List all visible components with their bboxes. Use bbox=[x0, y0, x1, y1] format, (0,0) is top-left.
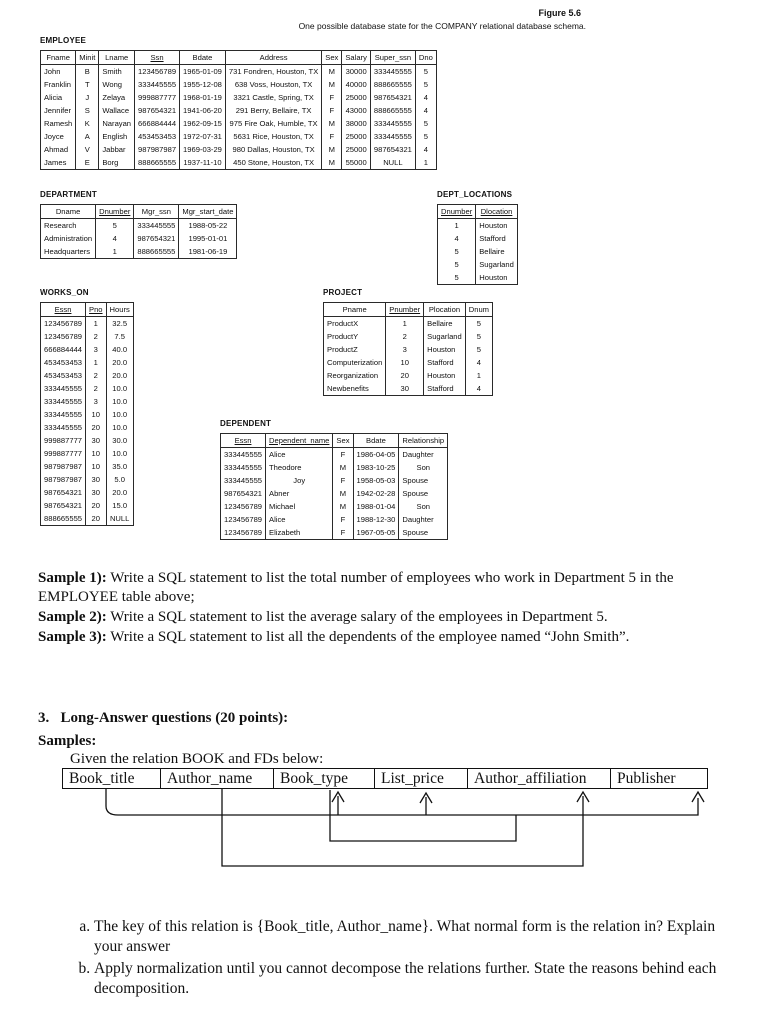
table-cell: Daughter bbox=[399, 513, 448, 526]
table-cell: M bbox=[333, 487, 353, 500]
book-col-book-title: Book_title bbox=[63, 769, 161, 789]
table-cell: 1995-01-01 bbox=[179, 232, 237, 245]
table-cell: 123456789 bbox=[221, 526, 266, 540]
table-cell: Franklin bbox=[41, 78, 76, 91]
table-cell: 1969-03-29 bbox=[180, 143, 226, 156]
table-cell: M bbox=[322, 65, 342, 79]
dependent-header: Bdate bbox=[353, 434, 399, 448]
sample-3-label: Sample 3): bbox=[38, 629, 107, 645]
table-cell: 1988-12-30 bbox=[353, 513, 399, 526]
table-cell: Administration bbox=[41, 232, 96, 245]
table-cell: 333445555 bbox=[370, 130, 415, 143]
employee-header: Minit bbox=[76, 51, 99, 65]
table-cell: 333445555 bbox=[221, 461, 266, 474]
table-cell: Joyce bbox=[41, 130, 76, 143]
table-cell: NULL bbox=[106, 512, 133, 526]
table-cell: Sugarland bbox=[476, 258, 518, 271]
table-cell: S bbox=[76, 104, 99, 117]
table-cell: 987654321 bbox=[370, 143, 415, 156]
employee-header: Fname bbox=[41, 51, 76, 65]
dept-locations-header: Dnumber bbox=[438, 205, 476, 219]
table-cell: 4 bbox=[465, 356, 492, 369]
table-cell: B bbox=[76, 65, 99, 79]
dependent-label: DEPENDENT bbox=[220, 419, 272, 428]
table-cell: 1 bbox=[386, 317, 424, 331]
table-cell: Jennifer bbox=[41, 104, 76, 117]
table-cell: 1 bbox=[465, 369, 492, 382]
sample-2-text: Write a SQL statement to list the average salary of the employees in Department 5. bbox=[106, 609, 608, 625]
table-cell: ProductX bbox=[324, 317, 386, 331]
table-cell: Abner bbox=[266, 487, 333, 500]
table-cell: Joy bbox=[266, 474, 333, 487]
table-cell: 10.0 bbox=[106, 421, 133, 434]
project-header: Pname bbox=[324, 303, 386, 317]
table-cell: 980 Dallas, Houston, TX bbox=[225, 143, 321, 156]
table-cell: Ramesh bbox=[41, 117, 76, 130]
table-cell: Bellaire bbox=[476, 245, 518, 258]
table-cell: 987987987 bbox=[135, 143, 180, 156]
figure-title: Figure 5.6 bbox=[538, 8, 581, 18]
table-cell: 30.0 bbox=[106, 434, 133, 447]
table-cell: 1962-09-15 bbox=[180, 117, 226, 130]
table-cell: 5 bbox=[415, 117, 436, 130]
dept-locations-header: Dlocation bbox=[476, 205, 518, 219]
table-cell: 20 bbox=[386, 369, 424, 382]
table-cell: 5631 Rice, Houston, TX bbox=[225, 130, 321, 143]
table-cell: V bbox=[76, 143, 99, 156]
table-cell: 25000 bbox=[342, 143, 371, 156]
table-cell: 2 bbox=[86, 382, 107, 395]
table-cell: English bbox=[99, 130, 135, 143]
table-cell: Alice bbox=[266, 513, 333, 526]
table-cell: 975 Fire Oak, Humble, TX bbox=[225, 117, 321, 130]
table-cell: 1 bbox=[438, 219, 476, 233]
table-cell: 999887777 bbox=[135, 91, 180, 104]
table-cell: 5 bbox=[415, 78, 436, 91]
table-cell: 25000 bbox=[342, 91, 371, 104]
book-intro: Given the relation BOOK and FDs below: bbox=[70, 751, 324, 767]
employee-header: Ssn bbox=[135, 51, 180, 65]
table-cell: 1968-01-19 bbox=[180, 91, 226, 104]
table-cell: Spouse bbox=[399, 474, 448, 487]
table-cell: 4 bbox=[96, 232, 134, 245]
table-cell: 10.0 bbox=[106, 395, 133, 408]
table-cell: 666884444 bbox=[41, 343, 86, 356]
table-cell: 1955-12-08 bbox=[180, 78, 226, 91]
table-cell: 987654321 bbox=[370, 91, 415, 104]
table-cell: 1942-02-28 bbox=[353, 487, 399, 500]
department-header: Dname bbox=[41, 205, 96, 219]
table-cell: 1983-10-25 bbox=[353, 461, 399, 474]
table-cell: Wong bbox=[99, 78, 135, 91]
table-cell: 333445555 bbox=[221, 474, 266, 487]
table-cell: 123456789 bbox=[41, 317, 86, 331]
table-cell: 20 bbox=[86, 421, 107, 434]
table-cell: 15.0 bbox=[106, 499, 133, 512]
table-cell: 4 bbox=[415, 143, 436, 156]
table-cell: F bbox=[333, 474, 353, 487]
table-cell: 731 Fondren, Houston, TX bbox=[225, 65, 321, 79]
table-cell: 32.5 bbox=[106, 317, 133, 331]
table-cell: Zelaya bbox=[99, 91, 135, 104]
table-cell: T bbox=[76, 78, 99, 91]
table-cell: Theodore bbox=[266, 461, 333, 474]
table-cell: K bbox=[76, 117, 99, 130]
table-cell: Bellaire bbox=[424, 317, 466, 331]
table-cell: Alicia bbox=[41, 91, 76, 104]
table-cell: 4 bbox=[415, 91, 436, 104]
table-cell: 1 bbox=[86, 356, 107, 369]
table-cell: F bbox=[322, 91, 342, 104]
table-cell: 30 bbox=[86, 434, 107, 447]
department-header: Mgr_start_date bbox=[179, 205, 237, 219]
project-header: Dnum bbox=[465, 303, 492, 317]
table-cell: 2 bbox=[386, 330, 424, 343]
long-answer-heading: 3. Long-Answer questions (20 points): bbox=[38, 710, 289, 726]
table-cell: 35.0 bbox=[106, 460, 133, 473]
table-cell: 888665555 bbox=[370, 104, 415, 117]
table-cell: 987987987 bbox=[41, 473, 86, 486]
table-cell: 30 bbox=[386, 382, 424, 396]
table-cell: 1986-04-05 bbox=[353, 448, 399, 462]
sample-1-label: Sample 1): bbox=[38, 570, 107, 586]
question-b: b. Apply normalization until you cannot decompose the relations further. State the reasons behind each decomposition. bbox=[94, 959, 734, 999]
sample-1-text: Write a SQL statement to list the total number of employees who work in Department 5 in the EMPLOYEE table above; bbox=[38, 570, 674, 605]
table-cell: 453453453 bbox=[41, 356, 86, 369]
table-cell: Houston bbox=[476, 219, 518, 233]
works-on-header: Pno bbox=[86, 303, 107, 317]
table-cell: 3 bbox=[86, 343, 107, 356]
book-col-author-affiliation: Author_affiliation bbox=[468, 769, 611, 789]
table-cell: Alice bbox=[266, 448, 333, 462]
works-on-label: WORKS_ON bbox=[40, 288, 89, 297]
department-label: DEPARTMENT bbox=[40, 190, 97, 199]
employee-header: Super_ssn bbox=[370, 51, 415, 65]
table-cell: Houston bbox=[424, 369, 466, 382]
table-cell: 20.0 bbox=[106, 369, 133, 382]
table-cell: M bbox=[322, 143, 342, 156]
employee-header: Dno bbox=[415, 51, 436, 65]
table-cell: ProductZ bbox=[324, 343, 386, 356]
book-col-author-name: Author_name bbox=[161, 769, 274, 789]
table-cell: M bbox=[333, 461, 353, 474]
table-cell: J bbox=[76, 91, 99, 104]
table-cell: 5 bbox=[415, 130, 436, 143]
table-cell: 987654321 bbox=[41, 486, 86, 499]
table-cell: 333445555 bbox=[134, 219, 179, 233]
table-cell: 333445555 bbox=[41, 408, 86, 421]
question-a: a. The key of this relation is {Book_title, Author_name}. What normal form is the relation in? Explain your answer bbox=[94, 917, 734, 957]
table-cell: 987987987 bbox=[41, 460, 86, 473]
table-cell: 333445555 bbox=[41, 382, 86, 395]
department-header: Mgr_ssn bbox=[134, 205, 179, 219]
sample-2-label: Sample 2): bbox=[38, 609, 107, 625]
table-cell: 40.0 bbox=[106, 343, 133, 356]
table-cell: Smith bbox=[99, 65, 135, 79]
project-header: Pnumber bbox=[386, 303, 424, 317]
table-cell: 10 bbox=[86, 408, 107, 421]
table-cell: F bbox=[322, 130, 342, 143]
table-cell: A bbox=[76, 130, 99, 143]
employee-header: Address bbox=[225, 51, 321, 65]
table-cell: 1981-06-19 bbox=[179, 245, 237, 259]
employee-header: Salary bbox=[342, 51, 371, 65]
employee-header: Sex bbox=[322, 51, 342, 65]
table-cell: 20 bbox=[86, 499, 107, 512]
table-cell: Elizabeth bbox=[266, 526, 333, 540]
table-cell: Research bbox=[41, 219, 96, 233]
table-cell: 4 bbox=[438, 232, 476, 245]
table-cell: Spouse bbox=[399, 487, 448, 500]
table-cell: Reorganization bbox=[324, 369, 386, 382]
table-cell: 3 bbox=[86, 395, 107, 408]
book-col-publisher: Publisher bbox=[611, 769, 708, 789]
works-on-header: Hours bbox=[106, 303, 133, 317]
table-cell: Wallace bbox=[99, 104, 135, 117]
table-cell: 55000 bbox=[342, 156, 371, 170]
table-cell: 10 bbox=[86, 447, 107, 460]
table-cell: 20.0 bbox=[106, 356, 133, 369]
sample-3-text: Write a SQL statement to list all the dependents of the employee named “John Smith”. bbox=[106, 629, 630, 645]
table-cell: 10 bbox=[386, 356, 424, 369]
table-cell: Newbenefits bbox=[324, 382, 386, 396]
table-cell: 30 bbox=[86, 473, 107, 486]
table-cell: 5 bbox=[438, 271, 476, 285]
table-cell: Sugarland bbox=[424, 330, 466, 343]
table-cell: Jabbar bbox=[99, 143, 135, 156]
table-cell: 888665555 bbox=[370, 78, 415, 91]
table-cell: James bbox=[41, 156, 76, 170]
table-cell: 987654321 bbox=[41, 499, 86, 512]
table-cell: 1 bbox=[96, 245, 134, 259]
table-cell: Stafford bbox=[424, 382, 466, 396]
table-cell: 1988-05-22 bbox=[179, 219, 237, 233]
table-cell: Headquarters bbox=[41, 245, 96, 259]
table-cell: M bbox=[322, 156, 342, 170]
table-cell: 5 bbox=[465, 317, 492, 331]
table-cell: 333445555 bbox=[41, 421, 86, 434]
table-cell: 10.0 bbox=[106, 408, 133, 421]
table-cell: 999887777 bbox=[41, 434, 86, 447]
table-cell: F bbox=[333, 526, 353, 540]
table-cell: 987654321 bbox=[221, 487, 266, 500]
fd-arrow-book-title bbox=[106, 789, 698, 815]
table-cell: 30000 bbox=[342, 65, 371, 79]
table-cell: 333445555 bbox=[135, 78, 180, 91]
table-cell: 638 Voss, Houston, TX bbox=[225, 78, 321, 91]
employee-label: EMPLOYEE bbox=[40, 36, 87, 45]
table-cell: 123456789 bbox=[221, 513, 266, 526]
table-cell: F bbox=[333, 513, 353, 526]
table-cell: 5.0 bbox=[106, 473, 133, 486]
table-cell: 10.0 bbox=[106, 447, 133, 460]
table-cell: 666884444 bbox=[135, 117, 180, 130]
table-cell: 1988-01-04 bbox=[353, 500, 399, 513]
table-cell: Son bbox=[399, 461, 448, 474]
dependent-header: Relationship bbox=[399, 434, 448, 448]
table-cell: 123456789 bbox=[135, 65, 180, 79]
table-cell: Computerization bbox=[324, 356, 386, 369]
table-cell: 987654321 bbox=[134, 232, 179, 245]
table-cell: 20.0 bbox=[106, 486, 133, 499]
table-cell: Stafford bbox=[424, 356, 466, 369]
table-cell: 333445555 bbox=[370, 117, 415, 130]
employee-header: Bdate bbox=[180, 51, 226, 65]
works-on-header: Essn bbox=[41, 303, 86, 317]
table-cell: 4 bbox=[465, 382, 492, 396]
table-cell: 38000 bbox=[342, 117, 371, 130]
table-cell: Michael bbox=[266, 500, 333, 513]
table-cell: 1965-01-09 bbox=[180, 65, 226, 79]
table-cell: Narayan bbox=[99, 117, 135, 130]
project-header: Plocation bbox=[424, 303, 466, 317]
table-cell: E bbox=[76, 156, 99, 170]
table-cell: 10.0 bbox=[106, 382, 133, 395]
table-cell: 43000 bbox=[342, 104, 371, 117]
table-cell: 4 bbox=[415, 104, 436, 117]
table-cell: 987654321 bbox=[135, 104, 180, 117]
table-cell: Daughter bbox=[399, 448, 448, 462]
table-cell: NULL bbox=[370, 156, 415, 170]
table-cell: 2 bbox=[86, 369, 107, 382]
table-cell: 1972-07-31 bbox=[180, 130, 226, 143]
table-cell: 450 Stone, Houston, TX bbox=[225, 156, 321, 170]
table-cell: 40000 bbox=[342, 78, 371, 91]
table-cell: 453453453 bbox=[135, 130, 180, 143]
table-cell: Houston bbox=[424, 343, 466, 356]
table-cell: 1937-11-10 bbox=[180, 156, 226, 170]
table-cell: 7.5 bbox=[106, 330, 133, 343]
project-label: PROJECT bbox=[323, 288, 363, 297]
book-col-list-price: List_price bbox=[375, 769, 468, 789]
figure-caption: One possible database state for the COMPANY relational database schema. bbox=[298, 21, 586, 31]
table-cell: 1941-06-20 bbox=[180, 104, 226, 117]
table-cell: 30 bbox=[86, 486, 107, 499]
table-cell: 25000 bbox=[342, 130, 371, 143]
table-cell: 999887777 bbox=[41, 447, 86, 460]
table-cell: 888665555 bbox=[134, 245, 179, 259]
table-cell: 2 bbox=[86, 330, 107, 343]
table-cell: M bbox=[322, 78, 342, 91]
table-cell: 1 bbox=[415, 156, 436, 170]
table-cell: 5 bbox=[465, 330, 492, 343]
table-cell: 123456789 bbox=[41, 330, 86, 343]
table-cell: 5 bbox=[438, 258, 476, 271]
table-cell: M bbox=[322, 117, 342, 130]
table-cell: 5 bbox=[438, 245, 476, 258]
samples-label: Samples: bbox=[38, 733, 97, 749]
dependent-header: Essn bbox=[221, 434, 266, 448]
book-col-book-type: Book_type bbox=[274, 769, 375, 789]
table-cell: 1967-05-05 bbox=[353, 526, 399, 540]
table-cell: 5 bbox=[415, 65, 436, 79]
table-cell: 333445555 bbox=[41, 395, 86, 408]
table-cell: 1958-05-03 bbox=[353, 474, 399, 487]
table-cell: Stafford bbox=[476, 232, 518, 245]
table-cell: F bbox=[322, 104, 342, 117]
table-cell: F bbox=[333, 448, 353, 462]
table-cell: ProductY bbox=[324, 330, 386, 343]
table-cell: 888665555 bbox=[41, 512, 86, 526]
department-header: Dnumber bbox=[96, 205, 134, 219]
employee-header: Lname bbox=[99, 51, 135, 65]
table-cell: Ahmad bbox=[41, 143, 76, 156]
table-cell: Son bbox=[399, 500, 448, 513]
table-cell: Spouse bbox=[399, 526, 448, 540]
dependent-header: Dependent_name bbox=[266, 434, 333, 448]
table-cell: 333445555 bbox=[221, 448, 266, 462]
table-cell: 333445555 bbox=[370, 65, 415, 79]
table-cell: 20 bbox=[86, 512, 107, 526]
table-cell: 10 bbox=[86, 460, 107, 473]
table-cell: Borg bbox=[99, 156, 135, 170]
table-cell: 5 bbox=[465, 343, 492, 356]
table-cell: 5 bbox=[96, 219, 134, 233]
table-cell: 1 bbox=[86, 317, 107, 331]
fd-arrow-author-name bbox=[222, 789, 583, 866]
table-cell: 123456789 bbox=[221, 500, 266, 513]
dependent-header: Sex bbox=[333, 434, 353, 448]
table-cell: 888665555 bbox=[135, 156, 180, 170]
table-cell: 291 Berry, Bellaire, TX bbox=[225, 104, 321, 117]
table-cell: John bbox=[41, 65, 76, 79]
table-cell: 453453453 bbox=[41, 369, 86, 382]
table-cell: M bbox=[333, 500, 353, 513]
table-cell: 3321 Castle, Spring, TX bbox=[225, 91, 321, 104]
question-list bbox=[62, 917, 734, 1001]
table-cell: 3 bbox=[386, 343, 424, 356]
table-cell: Houston bbox=[476, 271, 518, 285]
dept-locations-label: DEPT_LOCATIONS bbox=[437, 190, 513, 199]
